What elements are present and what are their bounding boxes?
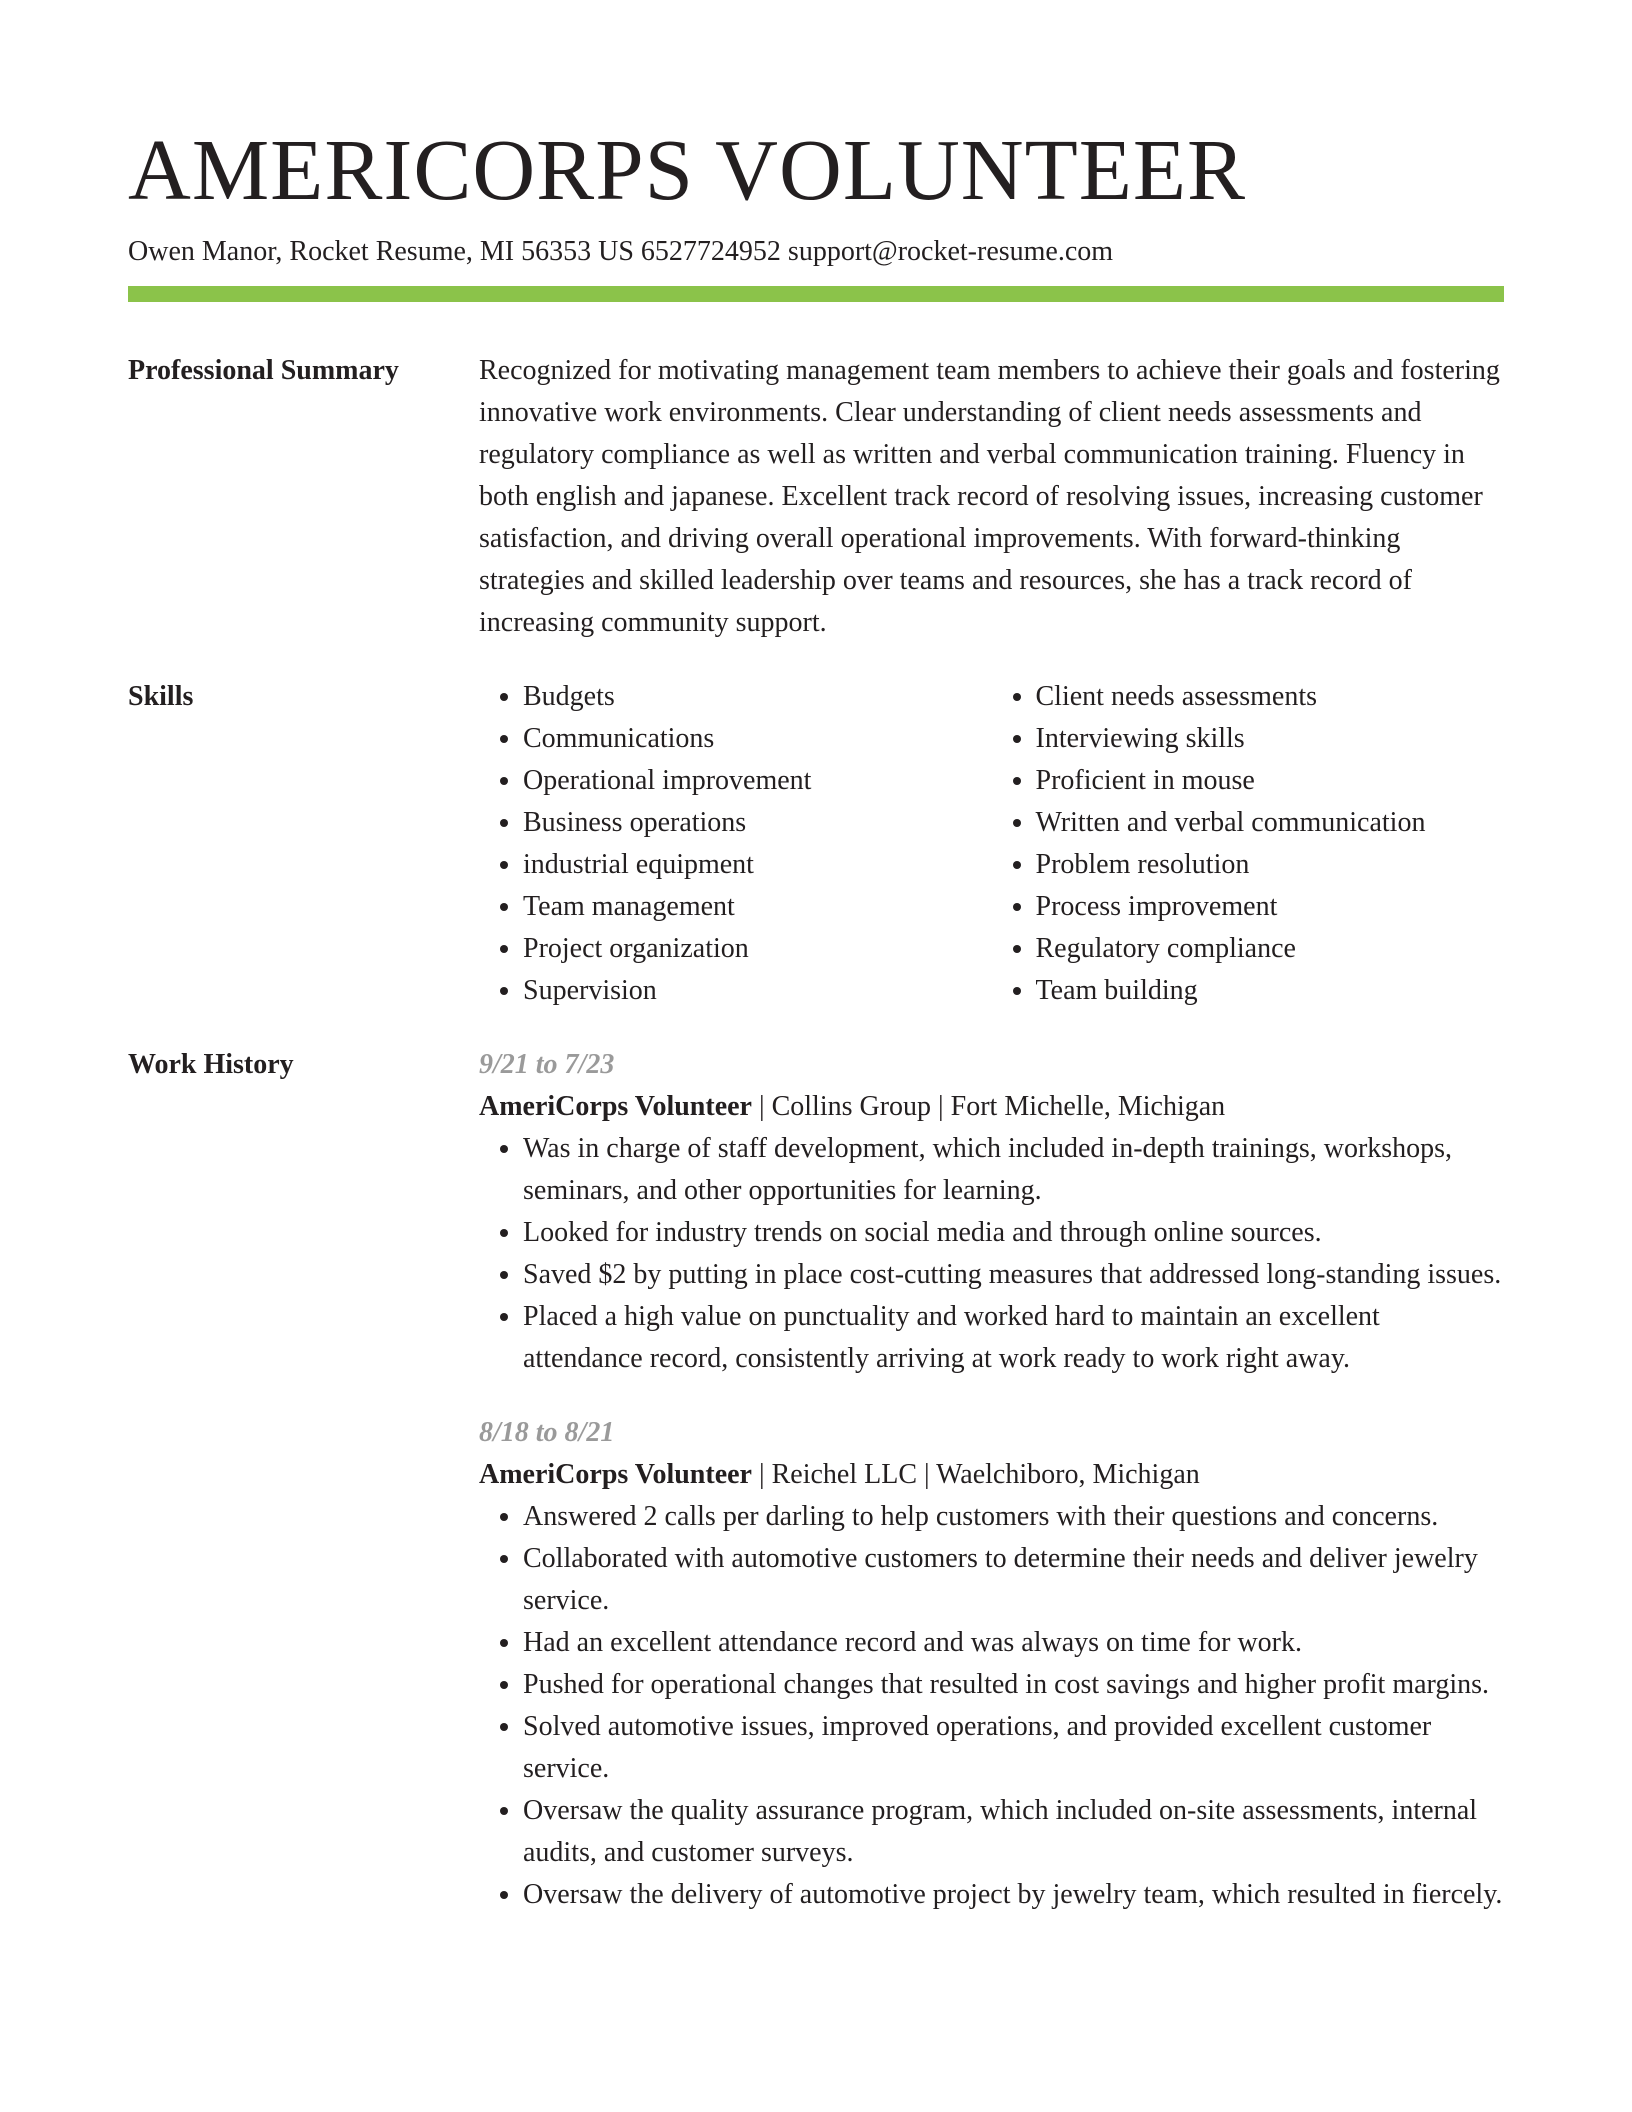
skill-item: • Budgets	[523, 676, 992, 718]
job-bullet: • Collaborated with automotive customers to determine their needs and deliver jewelry service.	[523, 1538, 1504, 1622]
skill-item: • Regulatory compliance	[1036, 928, 1505, 970]
job-bullet: • Placed a high value on punctuality and worked hard to maintain an excellent attendance record, consistently arriving at work ready to work right away.	[523, 1296, 1504, 1380]
job-bullet: • Solved automotive issues, improved operations, and provided excellent customer service.	[523, 1706, 1504, 1790]
job-title-line	[479, 1454, 1504, 1496]
job-title: AmeriCorps Volunteer	[479, 1091, 752, 1122]
job-bullet: • Oversaw the delivery of automotive project by jewelry team, which resulted in fiercely.	[523, 1874, 1504, 1916]
job-entry	[479, 1412, 1504, 1916]
skill-item: • Team building	[1036, 970, 1505, 1012]
work-history-section	[128, 1044, 1504, 1916]
resume-name: AMERICORPS VOLUNTEER	[128, 121, 1247, 218]
skill-item: • Supervision	[523, 970, 992, 1012]
job-dates: 9/21 to 7/23	[479, 1049, 615, 1080]
job-details: | Reichel LLC | Waelchiboro, Michigan	[751, 1459, 1200, 1490]
job-details: | Collins Group | Fort Michelle, Michigan	[751, 1091, 1226, 1122]
job-title-line	[479, 1086, 1504, 1128]
skill-item: • Problem resolution	[1036, 844, 1505, 886]
job-bullet: • Saved $2 by putting in place cost-cutting measures that addressed long-standing issues.	[523, 1254, 1504, 1296]
job-entry	[479, 1044, 1504, 1380]
skill-item: • Proficient in mouse	[1036, 760, 1505, 802]
skill-item: • Operational improvement	[523, 760, 992, 802]
work-history-body	[479, 1044, 1504, 1916]
job-bullet: • Looked for industry trends on social media and through online sources.	[523, 1212, 1504, 1254]
skill-item: • Communications	[523, 718, 992, 760]
skills-heading: Skills	[128, 681, 194, 712]
job-bullet: • Oversaw the quality assurance program, which included on-site assessments, internal audits, and customer surveys.	[523, 1790, 1504, 1874]
summary-text: Recognized for motivating management team members to achieve their goals and fostering innovative work environments. Clear understanding of client needs assessments and regulatory compliance as well as written and verbal communication training. Fluency in both english and japanese. Excellent track record of resolving issues, increasing customer satisfaction, and driving overall operational improvements. With forward-thinking strategies and skilled leadership over teams and resources, she has a track record of increasing community support.	[479, 355, 1500, 638]
skill-item: • Written and verbal communication	[1036, 802, 1505, 844]
summary-heading: Professional Summary	[128, 355, 399, 386]
job-bullet: • Had an excellent attendance record and was always on time for work.	[523, 1622, 1504, 1664]
skill-item: • Project organization	[523, 928, 992, 970]
job-dates: 8/18 to 8/21	[479, 1417, 615, 1448]
resume-page	[128, 120, 1504, 1916]
skill-item: • Interviewing skills	[1036, 718, 1505, 760]
job-bullet: • Answered 2 calls per darling to help customers with their questions and concerns.	[523, 1496, 1504, 1538]
skills-columns	[479, 676, 1504, 1012]
job-title: AmeriCorps Volunteer	[479, 1459, 752, 1490]
skill-item: • Client needs assessments	[1036, 676, 1505, 718]
job-bullet-list	[479, 1496, 1504, 1916]
work-history-heading: Work History	[128, 1049, 294, 1080]
job-bullet: • Pushed for operational changes that resulted in cost savings and higher profit margins.	[523, 1664, 1504, 1706]
skills-section	[128, 676, 1504, 1012]
job-bullet: • Was in charge of staff development, which included in-depth trainings, workshops, seminars, and other opportunities for learning.	[523, 1128, 1504, 1212]
accent-divider	[128, 286, 1504, 302]
skill-item: • Process improvement	[1036, 886, 1505, 928]
skills-list-right	[992, 676, 1505, 1012]
skills-list-left	[479, 676, 992, 1012]
skill-item: • Team management	[523, 886, 992, 928]
contact-line: Owen Manor, Rocket Resume, MI 56353 US 6527724952 support@rocket-resume.com	[128, 236, 1114, 267]
skill-item: • Business operations	[523, 802, 992, 844]
skill-item: • industrial equipment	[523, 844, 992, 886]
summary-section	[128, 350, 1504, 644]
job-bullet-list	[479, 1128, 1504, 1380]
